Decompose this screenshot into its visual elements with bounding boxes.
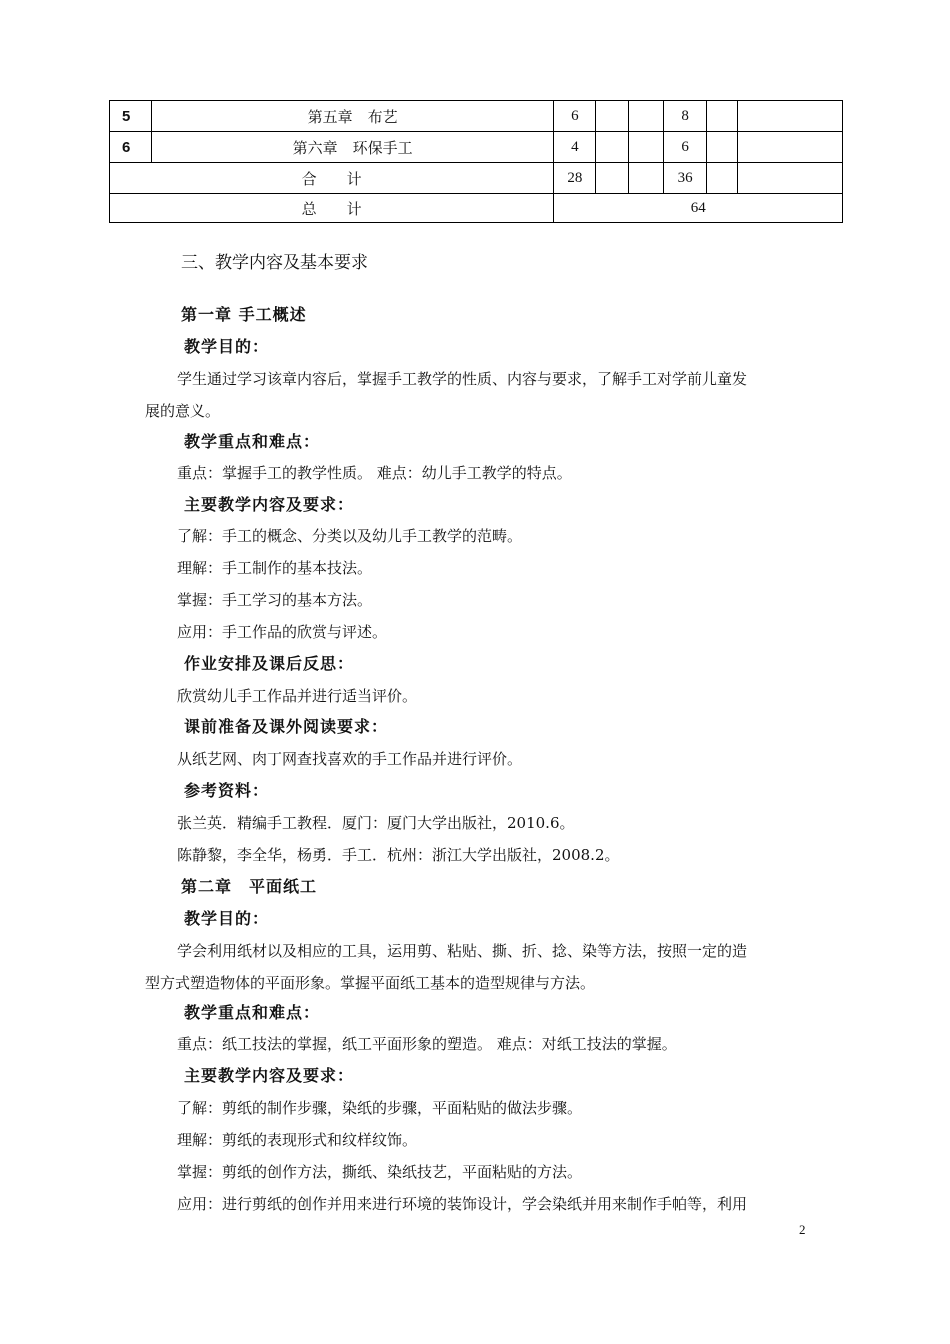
- paragraph: 重点：掌握手工的教学性质。 难点：幼儿手工教学的特点。: [177, 464, 572, 482]
- hours-cell: [738, 101, 843, 132]
- hours-cell: [629, 163, 664, 194]
- paragraph: 学会利用纸材以及相应的工具，运用剪、粘贴、撕、折、捻、染等方法，按照一定的造: [177, 942, 748, 960]
- subtotal-row: [110, 163, 843, 194]
- hours-cell: [738, 163, 843, 194]
- subheading: 课前准备及课外阅读要求：: [184, 717, 389, 736]
- subheading: 教学重点和难点：: [184, 432, 321, 451]
- hours-cell: [738, 132, 843, 163]
- table-row: [110, 132, 843, 163]
- subheading: 教学目的：: [184, 909, 270, 928]
- subheading: 参考资料：: [184, 781, 270, 800]
- row-number: 6: [110, 132, 152, 163]
- paragraph: 了解：手工的概念、分类以及幼儿手工教学的范畴。: [177, 527, 523, 545]
- hours-cell: 28: [554, 163, 596, 194]
- paragraph: 掌握：剪纸的创作方法，撕纸、染纸技艺，平面粘贴的方法。: [177, 1163, 583, 1181]
- hours-cell: 36: [664, 163, 707, 194]
- total-value: 64: [554, 194, 843, 223]
- paragraph: 理解：剪纸的表现形式和纹样纹饰。: [177, 1131, 418, 1149]
- chapter-title: 第一章 手工概述: [181, 305, 307, 324]
- hours-cell: [596, 101, 629, 132]
- paragraph: 应用：进行剪纸的创作并用来进行环境的装饰设计，学会染纸并用来制作手帕等，利用: [177, 1195, 748, 1213]
- paragraph: 型方式塑造物体的平面形象。掌握平面纸工基本的造型规律与方法。: [145, 974, 596, 992]
- paragraph: 从纸艺网、肉丁网查找喜欢的手工作品并进行评价。: [177, 750, 523, 768]
- hours-cell: [596, 132, 629, 163]
- hours-cell: 6: [554, 101, 596, 132]
- row-number: 5: [110, 101, 152, 132]
- paragraph: 陈静黎，李全华，杨勇．手工．杭州：浙江大学出版社，2008.2。: [177, 846, 620, 864]
- paragraph: 应用：手工作品的欣赏与评述。: [177, 623, 388, 641]
- paragraph: 掌握：手工学习的基本方法。: [177, 591, 373, 609]
- chapter-name: 第六章 环保手工: [151, 132, 553, 163]
- hours-cell: [707, 132, 738, 163]
- paragraph: 理解：手工制作的基本技法。: [177, 559, 373, 577]
- section-title: 三、教学内容及基本要求: [181, 253, 368, 273]
- subheading: 作业安排及课后反思：: [184, 654, 355, 673]
- hours-cell: [596, 163, 629, 194]
- hours-cell: [629, 101, 664, 132]
- hours-cell: 4: [554, 132, 596, 163]
- page-number: 2: [799, 1222, 806, 1237]
- subheading: 教学重点和难点：: [184, 1003, 321, 1022]
- subtotal-label: 合 计: [110, 163, 554, 194]
- chapter-title: 第二章 平面纸工: [181, 877, 318, 896]
- chapter-name: 第五章 布艺: [151, 101, 553, 132]
- total-row: [110, 194, 843, 223]
- paragraph: 重点：纸工技法的掌握，纸工平面形象的塑造。 难点：对纸工技法的掌握。: [177, 1035, 677, 1053]
- hours-cell: 6: [664, 132, 707, 163]
- hours-cell: 8: [664, 101, 707, 132]
- class-hours-table: [109, 100, 843, 223]
- total-label: 总 计: [110, 194, 554, 223]
- paragraph: 了解：剪纸的制作步骤，染纸的步骤，平面粘贴的做法步骤。: [177, 1099, 583, 1117]
- hours-cell: [629, 132, 664, 163]
- hours-cell: [707, 101, 738, 132]
- hours-cell: [707, 163, 738, 194]
- paragraph: 张兰英．精编手工教程．厦门：厦门大学出版社，2010.6。: [177, 814, 575, 832]
- subheading: 教学目的：: [184, 337, 270, 356]
- table-row: [110, 101, 843, 132]
- paragraph: 学生通过学习该章内容后，掌握手工教学的性质、内容与要求，了解手工对学前儿童发: [177, 370, 748, 388]
- subheading: 主要教学内容及要求：: [184, 495, 355, 514]
- paragraph: 展的意义。: [145, 402, 221, 420]
- subheading: 主要教学内容及要求：: [184, 1066, 355, 1085]
- paragraph: 欣赏幼儿手工作品并进行适当评价。: [177, 687, 418, 705]
